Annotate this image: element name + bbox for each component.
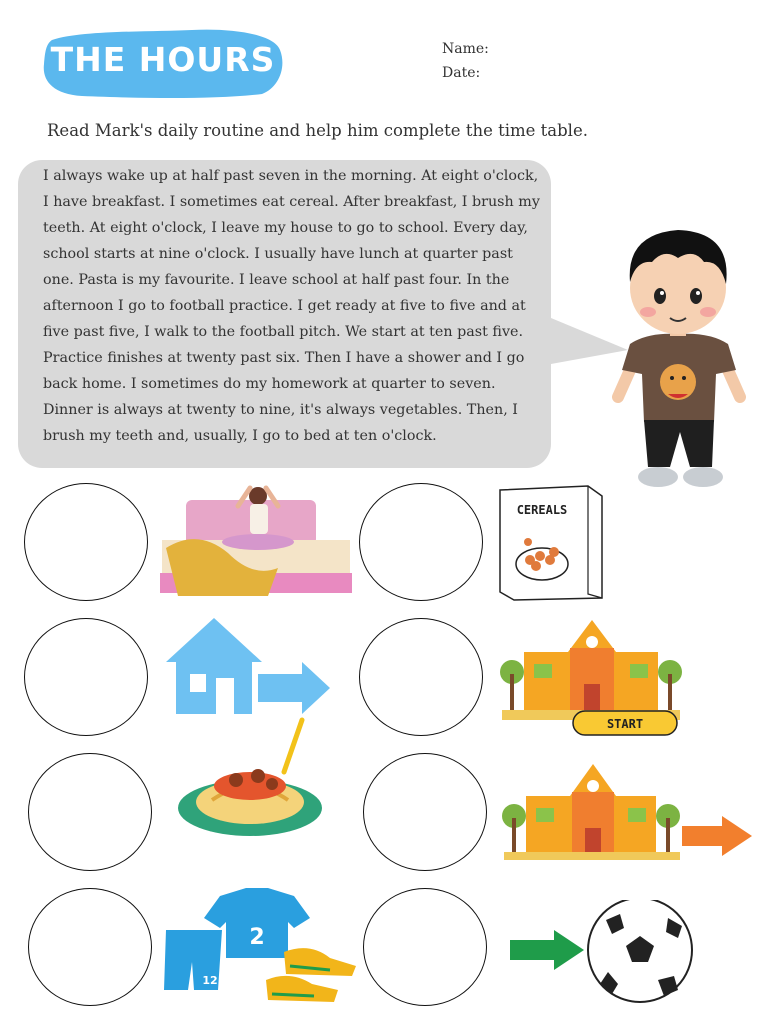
leave-school-picture (500, 756, 754, 866)
jersey-number: 2 (249, 925, 265, 950)
instructions: Read Mark's daily routine and help him complete the time table. (47, 121, 588, 140)
football-pitch-picture (508, 900, 698, 1004)
boy-character (608, 222, 750, 494)
time-circle-8[interactable] (363, 888, 487, 1006)
school-start-picture (498, 612, 684, 740)
page-title: THE HOURS (50, 40, 276, 79)
wake-up-bed-picture (158, 478, 353, 598)
start-sign-label: START (606, 717, 644, 731)
cereal-box-picture (498, 482, 604, 602)
time-circle-7[interactable] (28, 888, 152, 1006)
time-circle-1[interactable] (24, 483, 148, 601)
shorts-number: 12 (202, 974, 218, 987)
time-circle-5[interactable] (28, 753, 152, 871)
date-label: Date: (442, 65, 481, 81)
time-circle-6[interactable] (363, 753, 487, 871)
cereal-box-label: CEREALS (516, 503, 568, 517)
name-label: Name: (442, 41, 489, 57)
football-kit-picture (160, 886, 360, 1010)
story-text: I always wake up at half past seven in the morning. At eight o'clock, I have breakfast. I sometimes eat cereal. After breakfast, I brush my teeth. At eight o'clock, I leave my house to go to school. Every day, school starts at nine o'clock. I usually have lunch at quarter past one. Pasta is my favourite. I leave school at half past four. In the afternoon I go to football practice. I get ready at five to five and at five past five, I walk to the football pitch. We start at ten past five. Practice finishes at twenty past six. Then I have a shower and I go back home. I sometimes do my homework at quarter to seven. Dinner is always at twenty to nine, it's always vegetables. Then, I brush my teeth and, usually, I go to bed at ten o'clock. (43, 168, 540, 444)
leave-house-picture (164, 614, 332, 718)
time-circle-4[interactable] (359, 618, 483, 736)
time-circle-3[interactable] (24, 618, 148, 736)
pasta-lunch-picture (176, 716, 326, 838)
time-circle-2[interactable] (359, 483, 483, 601)
